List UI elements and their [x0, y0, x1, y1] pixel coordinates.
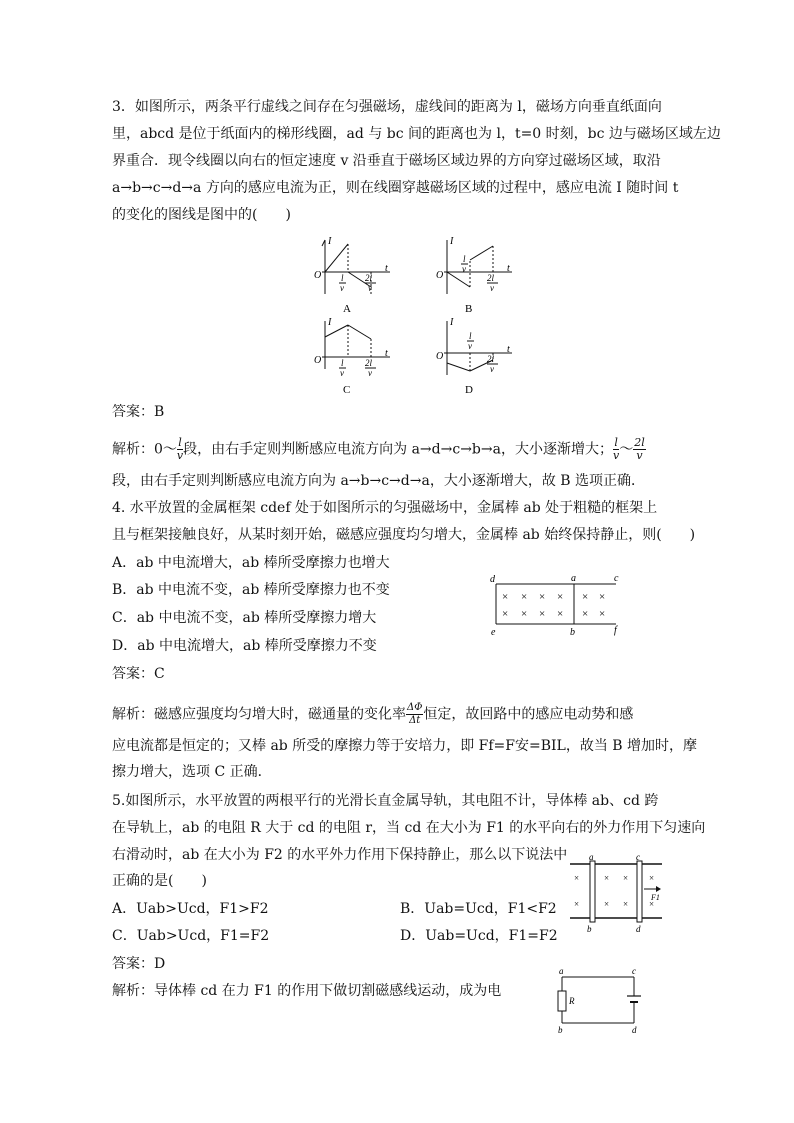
svg-text:b: b	[558, 1025, 563, 1035]
svg-text:e: e	[491, 627, 496, 638]
q3-line-3: 界重合．现令线圈以向右的恒定速度 v 沿垂直于磁场区域边界的方向穿过磁场区域，取沿	[112, 153, 661, 169]
svg-text:×: ×	[604, 873, 610, 883]
graph-d-origin: O	[436, 351, 444, 362]
q4-option-a: A．ab 中电流增大，ab 棒所受摩擦力也增大	[112, 555, 390, 571]
q5-answer: 答案：D	[112, 956, 166, 972]
svg-text:×: ×	[539, 608, 546, 620]
svg-text:×: ×	[557, 608, 564, 620]
q3-explanation-2: 段，由右手定则判断感应电流方向为 a→b→c→d→a，大小逐渐增大，故 B 选项正确．	[112, 473, 646, 489]
q5-line-4: 正确的是( )	[112, 873, 207, 889]
q3-line-2: 里，abcd 是位于纸面内的梯形线圈，ad 与 bc 间的距离也为 l，t=0 时刻，bc 边与磁场区域左边	[112, 126, 721, 142]
rails-figure	[566, 852, 666, 938]
svg-text:×: ×	[557, 591, 564, 603]
q5-line-3: 右滑动时，ab 在大小为 F2 的水平外力作用下保持静止，那么以下说法中	[112, 847, 568, 863]
svg-text:×: ×	[649, 873, 655, 883]
q3-line-5: 的变化的图线是图中的( )	[112, 207, 291, 223]
graph-b-axis-t: t	[507, 263, 510, 274]
svg-text:c: c	[632, 967, 636, 976]
svg-text:2l: 2l	[487, 273, 495, 283]
svg-text:v: v	[340, 368, 344, 378]
svg-text:×: ×	[582, 608, 589, 620]
svg-text:2l: 2l	[365, 358, 373, 368]
q5-line-2: 在导轨上，ab 的电阻 R 大于 cd 的电阻 r，当 cd 在大小为 F1 的水平向右的外力作用下匀速向	[112, 820, 706, 836]
svg-text:×: ×	[623, 899, 629, 909]
svg-text:×: ×	[623, 873, 629, 883]
graph-d	[432, 313, 517, 402]
svg-text:2l: 2l	[365, 273, 373, 283]
svg-text:×: ×	[582, 591, 589, 603]
graph-d-axis-i: I	[450, 317, 454, 328]
svg-text:×: ×	[574, 873, 580, 883]
svg-text:F1: F1	[651, 893, 660, 902]
q3-line-1: 3．如图所示，两条平行虚线之间存在匀强磁场，虚线间的距离为 l，磁场方向垂直纸面向	[112, 99, 662, 115]
graph-b-axis-i: I	[450, 236, 454, 247]
q5-option-d: D．Uab=Ucd，F1=F2	[400, 928, 558, 944]
graph-c	[310, 313, 395, 402]
svg-text:c: c	[636, 852, 640, 862]
graph-c-label: C	[343, 384, 351, 396]
svg-text:d: d	[490, 574, 495, 585]
svg-text:×: ×	[521, 608, 528, 620]
svg-text:l: l	[469, 331, 472, 341]
svg-text:l: l	[463, 254, 466, 264]
graph-c-axis-i: I	[328, 317, 332, 328]
q3-line-4: a→b→c→d→a 方向的感应电流为正，则在线圈穿越磁场区域的过程中，感应电流 I 随时间 t	[112, 180, 679, 196]
svg-text:l: l	[341, 358, 344, 368]
q4-option-d: D．ab 中电流增大，ab 棒所受摩擦力不变	[112, 638, 377, 654]
svg-text:×: ×	[649, 899, 655, 909]
q5-option-a: A．Uab>Ucd，F1>F2	[112, 901, 269, 917]
svg-text:a: a	[589, 852, 594, 862]
graph-c-axis-t: t	[385, 348, 388, 359]
graph-a-axis-i: I	[328, 236, 332, 247]
graph-b-label: B	[465, 303, 473, 315]
graph-a-axis-t: t	[385, 263, 388, 274]
svg-text:v: v	[368, 283, 372, 293]
q4-option-c: C．ab 中电流不变，ab 棒所受摩擦力增大	[112, 610, 377, 626]
q5-option-c: C．Uab>Ucd，F1=F2	[112, 928, 270, 944]
circuit-figure	[552, 967, 652, 1039]
svg-text:v: v	[368, 368, 372, 378]
svg-text:v: v	[340, 283, 344, 293]
svg-text:d: d	[636, 924, 641, 934]
svg-text:v: v	[490, 283, 494, 293]
q4-explanation-2: 应电流都是恒定的；又棒 ab 所受的摩擦力等于安培力，即 Ff=F安=BIL，故当 B 增加时，摩	[112, 738, 698, 754]
q4-line-2: 且与框架接触良好，从某时刻开始，磁感应强度均匀增大，金属棒 ab 始终保持静止，则( )	[112, 527, 696, 543]
svg-text:2l: 2l	[487, 354, 495, 364]
graph-a	[310, 232, 395, 321]
q3-answer: 答案：B	[112, 404, 165, 420]
q4-answer: 答案：C	[112, 666, 165, 682]
svg-text:a: a	[559, 967, 564, 976]
svg-text:l: l	[341, 273, 344, 283]
svg-text:d: d	[632, 1025, 637, 1035]
graph-d-label: D	[465, 384, 473, 396]
svg-text:b: b	[587, 924, 592, 934]
svg-text:f: f	[614, 625, 617, 636]
svg-text:v: v	[490, 364, 494, 374]
svg-text:c: c	[614, 573, 619, 584]
q5-option-b: B．Uab=Ucd，F1<F2	[400, 901, 557, 917]
svg-text:b: b	[570, 627, 575, 638]
q4-explanation-3: 擦力增大，选项 C 正确．	[112, 764, 272, 780]
q5-explanation-1: 解析：导体棒 cd 在力 F1 的作用下做切割磁感线运动，成为电	[112, 983, 502, 999]
q3-explanation-1: 解析：0～ $\frac{l}{v}$ 段，由右手定则判断感应电流方向为 a→d→c→b→a，大小逐渐增大； $\frac{l}{v}$ ～ $\frac{2l}{v}$	[112, 436, 645, 462]
svg-text:R: R	[569, 996, 575, 1006]
frame-figure	[488, 572, 628, 642]
svg-text:×: ×	[574, 899, 580, 909]
svg-text:v: v	[468, 341, 472, 351]
graph-a-origin: O	[314, 270, 322, 281]
q5-line-1: 5.如图所示，水平放置的两根平行的光滑长直金属导轨，其电阻不计，导体棒 ab、cd 跨	[112, 793, 659, 809]
svg-text:×: ×	[502, 591, 509, 603]
q4-explanation-1: 解析：磁感应强度均匀增大时，磁通量的变化率 $\frac{\Delta\Phi}{\Delta t}$ 恒定，故回路中的感应电动势和感	[112, 702, 634, 726]
svg-text:×: ×	[539, 591, 546, 603]
svg-text:×: ×	[502, 608, 509, 620]
q4-option-b: B．ab 中电流不变，ab 棒所受摩擦力也不变	[112, 582, 390, 598]
svg-text:×: ×	[599, 608, 606, 620]
graph-d-axis-t: t	[507, 344, 510, 355]
graph-b-origin: O	[436, 270, 444, 281]
svg-text:×: ×	[604, 899, 610, 909]
q4-line-1: 4. 水平放置的金属框架 cdef 处于如图所示的匀强磁场中，金属棒 ab 处于粗糙的框架上	[112, 500, 658, 516]
graph-a-label: A	[343, 303, 351, 315]
svg-text:×: ×	[599, 591, 606, 603]
graph-c-origin: O	[314, 355, 322, 366]
svg-text:×: ×	[521, 591, 528, 603]
svg-text:v: v	[462, 264, 466, 274]
graph-b	[432, 232, 517, 321]
svg-text:a: a	[571, 573, 576, 584]
